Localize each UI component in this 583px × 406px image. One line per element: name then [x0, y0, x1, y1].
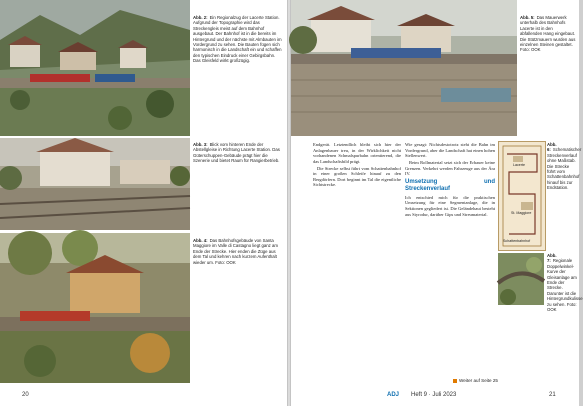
caption-6-text: Schematischer Streckenverlauf ohne Maßstab. Die Strecke führt vom Schattenbahnhof hinauf bis zur Endstation.: [547, 147, 582, 191]
photo-wall-masonry-image: [291, 0, 517, 136]
page-number-left: 20: [22, 392, 29, 398]
photo-curve-detail-image: [498, 253, 544, 305]
track-diagram: [498, 141, 546, 251]
continued-reference-text: Weiter auf Seite 25: [459, 378, 498, 383]
body-column-2: [405, 142, 495, 218]
photo-station-overview-image: [0, 0, 190, 136]
photo-wall-masonry: [291, 0, 517, 136]
caption-5-text: Das Mauerwerk unterhalb des Bahnhofs Lacerte ist in den abfallenden Hang eingebaut. Die Stützmauern wurden aus einzelnen Steinen gestaltet. Foto: OOK: [520, 15, 576, 53]
body-col1-paragraph-2: Die Strecke selbst führt vom Schattenbahnhof in einer großen Schleife hinauf zu den Bergdörfern. Dort beginnt im Tal die eigentliche Sichtstrecke.: [313, 165, 401, 188]
photo-station-building: [0, 233, 190, 383]
continued-reference[interactable]: [453, 378, 498, 383]
caption-4: [193, 238, 283, 265]
caption-6: [547, 142, 582, 191]
left-page: [0, 0, 287, 406]
caption-2: [193, 15, 283, 64]
caption-3-label: Abb. 3:: [193, 142, 208, 147]
caption-5-label: Abb. 5:: [520, 15, 535, 20]
diagram-label-shadow-station: Schattenbahnhof: [503, 239, 531, 243]
caption-2-text: Ein Regionalzug der Lacerte Station. Aufgrund der Topographie wird das Streckengleis meist auf dem Bahnhof ausgebaut. Der Bahnhof ist in die bereits im Hintergrund und der nächste mit Almbauten im Vordergrund zu sehen. Die Bauten fügen sich harmonisch in die Landschaft ein und schaffen den typischen Eindruck einer Gebirgsbahn. Das Gleisfeld wirkt großzügig.: [193, 15, 282, 64]
track-diagram-drawing: [499, 142, 545, 250]
body-col2-paragraph-1: Wie gesagt: Nichtsdestotrotz steht die Bahn im Vordergrund, aber die Landschaft hat einen hohen Stellenwert.: [405, 142, 495, 159]
caption-4-label: Abb. 4:: [193, 238, 208, 243]
footer-brand: ADJ: [387, 392, 400, 398]
page-number-right: 21: [549, 392, 556, 398]
caption-7-text: Regionale Doppelwinkel-Kurve der Gleisanlage am Ende der Strecke. Darunter ist die Hintergrundkulisse zu sehen. Foto: OOK: [547, 258, 583, 313]
photo-siding-view: [0, 138, 190, 230]
caption-6-label: Abb. 6:: [547, 142, 557, 153]
photo-station-overview: [0, 0, 190, 136]
caption-7: [547, 253, 583, 313]
caption-3-text: Blick vom hinteren Ende der Abstellgleise in Richtung Lacerte Station. Das Güterschuppen-Gebäude prägt hier die Szenerie und bietet Raum für Rangierbetrieb.: [193, 142, 280, 164]
body-col2-paragraph-2: Beim Rollmaterial setzt sich der Erbauer keine Grenzen. Verkehrt werden Fahrzeuge aus der Ära IV.: [405, 159, 495, 177]
photo-siding-view-image: [0, 138, 190, 230]
body-column-1: [313, 142, 401, 189]
caption-5: [520, 15, 576, 53]
caption-3: [193, 142, 283, 164]
body-col1-paragraph-1: Endgerät. Letztendlich bleibt sich hier der Anlagenbauer treu, in der Wirklichkeit nicht vorhandenen Schmalspurbahn orientierend, die das Landschaftsbild prägt.: [313, 142, 401, 164]
diagram-label-maggiore: St. Maggiore: [511, 211, 532, 215]
body-col2-paragraph-3: Ich entschied mich für die praktischen Umsetzung für eine Segmentanlage, die in Sektionen gegliedert ist. Die Geländehaut besteht aus Styrodur, darüber Gips und Streumaterial.: [405, 194, 495, 217]
caption-2-label: Abb. 2:: [193, 15, 208, 20]
photo-station-building-image: [0, 233, 190, 383]
right-page: [291, 0, 583, 406]
caption-4-text: Das Bahnhofsgebäude von Santa Maggiore im Valle di Castagno liegt ganz am Ende der Strecke. Hier enden die Züge aus dem Tal und kehren nach kurzem Aufenthalt wieder um. Foto: OOK: [193, 238, 278, 265]
diagram-label-lacerte: Lacerte: [513, 163, 525, 167]
footer-issue: Heft 9 · Juli 2023: [411, 392, 457, 398]
arrow-icon: [453, 379, 457, 383]
caption-7-label: Abb. 7:: [547, 253, 557, 264]
section-heading: Umsetzung und Streckenverlauf: [405, 178, 495, 192]
photo-curve-detail: [498, 253, 544, 305]
